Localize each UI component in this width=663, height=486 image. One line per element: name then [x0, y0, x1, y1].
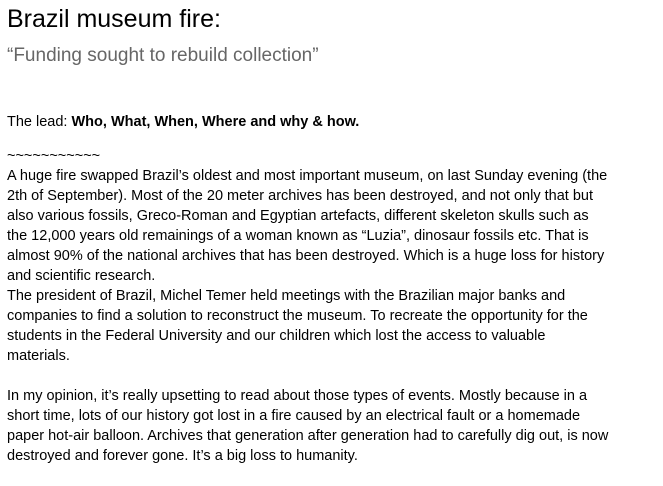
document-subtitle: “Funding sought to rebuild collection” — [7, 45, 319, 66]
paragraph-opinion: In my opinion, it’s really upsetting to read about those types of events. Mostly because in a short time, lots of our history got lost in a fire caused by an electrical fault or a homemade paper hot-air balloon. Archives that generation after generation had to carefully dig out, is now destroyed and forever gone. It’s a big loss to humanity. — [7, 388, 609, 464]
lead-line — [7, 112, 652, 132]
document-title: Brazil museum fire: — [7, 5, 221, 33]
paragraph-spacer — [7, 366, 652, 386]
paragraph-president-response: The president of Brazil, Michel Temer held meetings with the Brazilian major banks and companies to find a solution to reconstruct the museum. To recreate the opportunity for the students in the Federal University and our children which lost the access to valuable materials. — [7, 288, 588, 364]
lead-questions: Who, What, When, Where and why & how. — [71, 114, 360, 130]
paragraph-fire-description: A huge fire swapped Brazil’s oldest and most important museum, on last Sunday evening (the 2th of September). Most of the 20 meter archives has been destroyed, and not only that but also various fossils, Greco-Roman and Egyptian artefacts, different skeleton skulls such as the 12,000 years old remainings of a woman known as “Luzia”, dinosaur fossils etc. That is almost 90% of the national archives that has been destroyed. Which is a huge loss for history and scientific research. — [7, 168, 608, 284]
separator-line: ~~~~~~~~~~~ — [7, 148, 101, 164]
lead-label: The lead: — [7, 114, 72, 130]
document-body — [7, 4, 652, 466]
